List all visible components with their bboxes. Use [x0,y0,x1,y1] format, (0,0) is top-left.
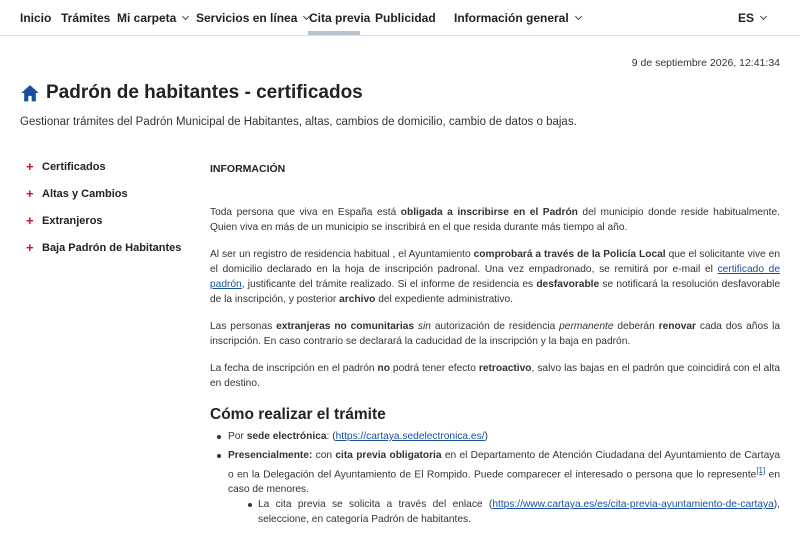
nav-item-servicios-en-linea[interactable] [196,11,309,25]
sub-list [228,497,780,527]
page-subtitle: Gestionar trámites del Padrón Municipal de Habitantes, altas, cambios de domicilio, cambio de datos o bajas. [20,116,577,128]
paragraph-obligation: Toda persona que viva en España está obligada a inscribirse en el Padrón del municipio donde reside habitualmente. Quien viva en más de un municipio se inscribirá en el que resida durante más tiempo al año. [210,207,781,233]
language-selector[interactable] [738,11,766,25]
paragraph-verification: Al ser un registro de residencia habitual , el Ayuntamiento comprobará a través de la Policía Local que el solicitante vive en el domicilio declarado en la hoja de inscripción padronal. Una vez empadronado, se remitirá por e-mail el certificado de padrón, justificante del trámite realizado. Si el informe de residencia es desfavorable se notificará la resolución desfavorable de la inscripción, y posterior archivo del expediente administrativo. [210,249,781,305]
sidebar-item-certificados[interactable] [26,153,181,180]
sidebar-item-label: Altas y Cambios [42,187,128,200]
sidebar-item-label: Baja Padrón de Habitantes [42,241,182,254]
sidebar-menu [26,153,181,261]
sidebar-item-altas-y-cambios[interactable] [26,180,181,207]
list-item-presencial: Presencialmente: con cita previa obligatoria en el Departamento de Atención Ciudadana del Ayuntamiento de Cartaya o en la Delegación del Ayuntamiento de El Rompido. Puede comparecer el interesado o persona que lo represente[1] en caso de menores. La cita previa se solicita a través del enlace (https://www.cartaya.es/es/cita-previa-ayuntamiento-de-cartaya), seleccione, en categoría Padrón de habitantes. [210,448,780,527]
sidebar-item-label: Extranjeros [42,214,103,227]
nav-item-tramites[interactable]: Trámites [61,11,111,25]
paragraph-foreigners: Las personas extranjeras no comunitarias sin autorización de residencia permanente deberán renovar cada dos años la inscripción. En caso contrario se declarará la caducidad de la inscripción y la baja en padrón. [210,321,781,347]
nav-item-informacion-general[interactable] [454,11,581,25]
footnote-link[interactable]: [1] [756,466,766,475]
chevron-down-icon [760,13,767,20]
info-heading: INFORMACIÓN [210,163,286,175]
cita-previa-link[interactable]: https://www.cartaya.es/es/cita-previa-ayuntamiento-de-cartaya [492,499,774,511]
nav-item-mi-carpeta[interactable] [117,11,188,25]
nav-item-publicidad[interactable]: Publicidad [375,11,436,25]
chevron-down-icon [182,13,189,20]
page-title [20,81,363,105]
sidebar-item-baja-padron[interactable] [26,234,181,261]
sede-electronica-link[interactable]: https://cartaya.sedelectronica.es/ [335,431,485,442]
home-icon [20,83,40,103]
active-tab-indicator [308,31,360,35]
nav-label: Mi carpeta [117,11,177,25]
paragraph-date: La fecha de inscripción en el padrón no podrá tener efecto retroactivo, salvo las bajas en el padrón que coincidirá con el alta en destino. [210,363,780,389]
plus-icon: + [26,159,34,174]
nav-label: Servicios en línea [196,11,298,25]
page-title-text: Padrón de habitantes - certificados [46,82,363,103]
current-datetime: 9 de septiembre 2026, 12:41:34 [631,57,780,69]
list-item-cita-previa: La cita previa se solicita a través del enlace (https://www.cartaya.es/es/cita-previa-ayuntamiento-de-cartaya), seleccione, en categoría Padrón de habitantes. [228,497,780,527]
nav-label: Información general [454,11,569,25]
nav-item-inicio[interactable]: Inicio [20,11,52,25]
how-to-list [210,429,780,527]
top-navigation [0,0,800,36]
plus-icon: + [26,186,34,201]
sidebar-item-label: Certificados [42,160,106,173]
how-to-heading: Cómo realizar el trámite [210,406,386,423]
sidebar-item-extranjeros[interactable] [26,207,181,234]
main-content [210,162,780,531]
chevron-down-icon [575,13,582,20]
language-label: ES [738,11,755,25]
plus-icon: + [26,240,34,255]
plus-icon: + [26,213,34,228]
nav-item-cita-previa[interactable]: Cita previa [309,11,371,25]
list-item-sede: Por sede electrónica: (https://cartaya.sedelectronica.es/) [210,429,780,444]
certificado-padron-link[interactable]: certificado de padrón [210,264,780,290]
